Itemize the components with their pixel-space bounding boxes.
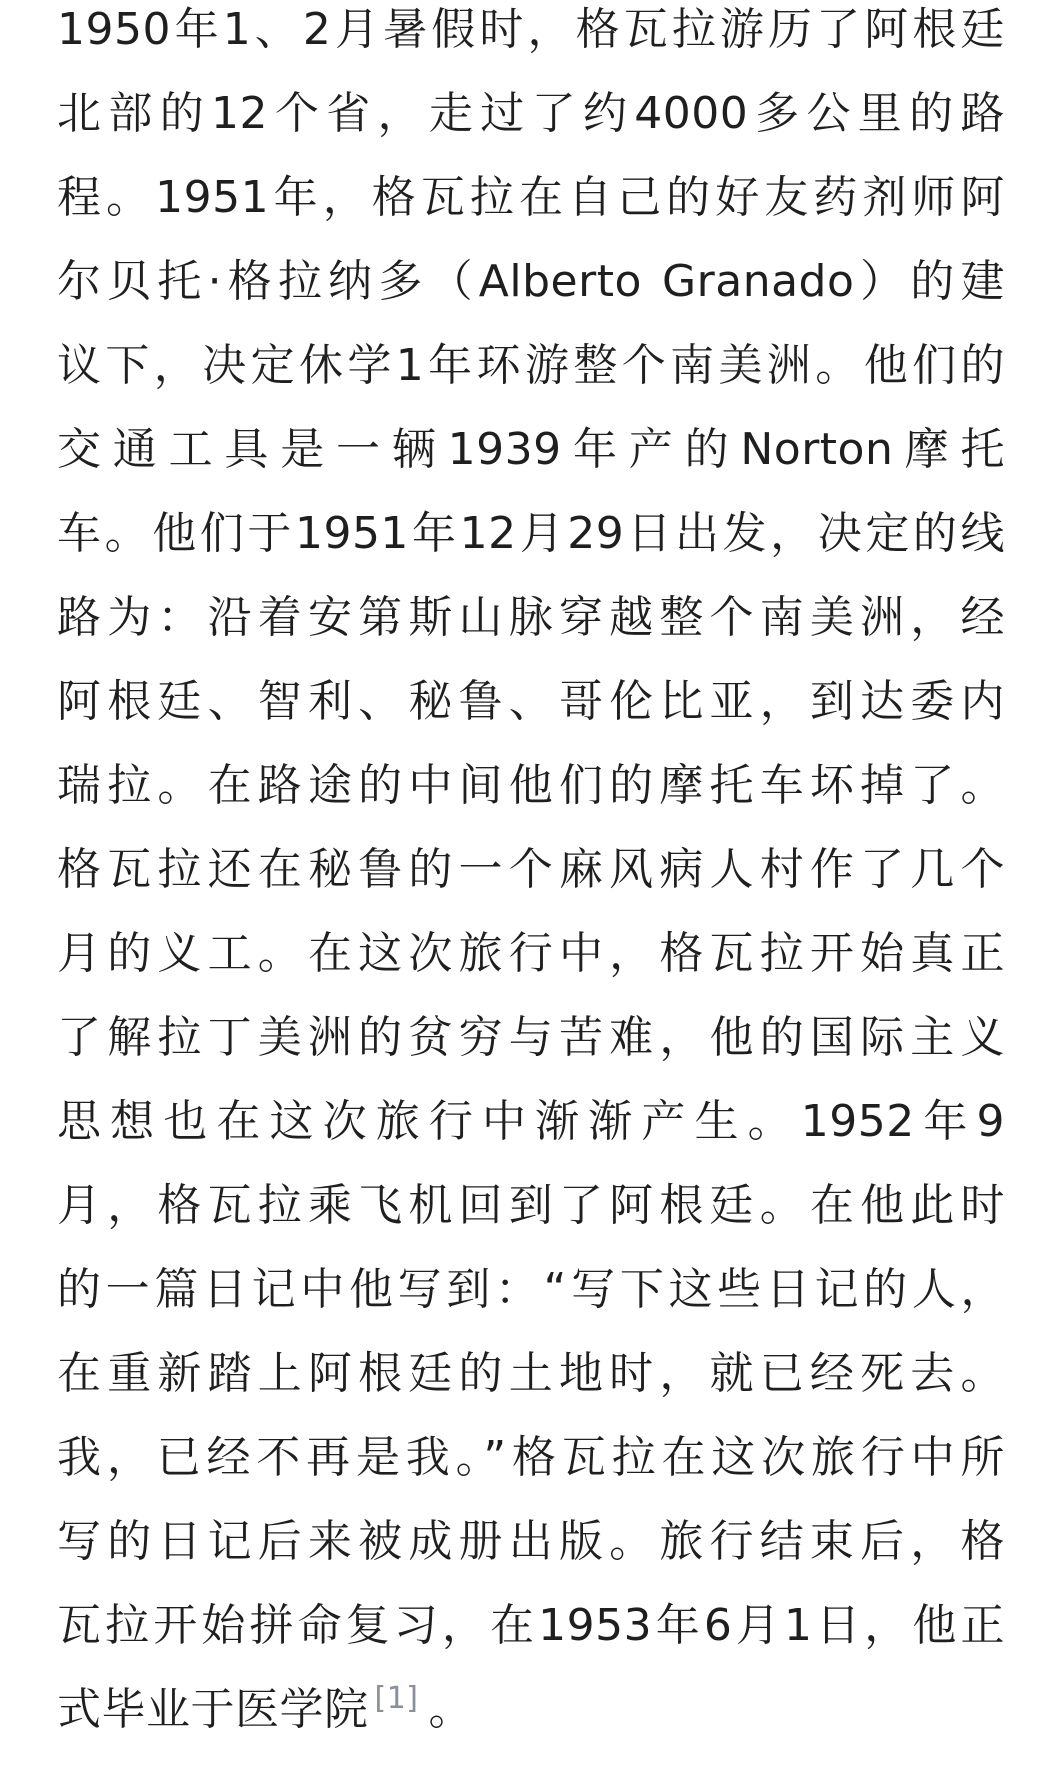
text-line: 车。他们于1951年12月29日出发，决定的线	[57, 508, 1005, 559]
text-line: 在重新踏上阿根廷的土地时，就已经死去。	[57, 1348, 1005, 1399]
text-line: 路为：沿着安第斯山脉穿越整个南美洲，经	[57, 592, 1005, 643]
text-line: 尔贝托·格拉纳多（Alberto Granado）的建	[57, 256, 1005, 307]
text-line: 写的日记后来被成册出版。旅行结束后，格	[57, 1516, 1005, 1567]
citation-link[interactable]: [1]	[374, 1681, 419, 1717]
text-line: 瓦拉开始拼命复习，在1953年6月1日，他正	[57, 1600, 1005, 1651]
text-line: 格瓦拉还在秘鲁的一个麻风病人村作了几个	[57, 844, 1005, 895]
text-line: 议下，决定休学1年环游整个南美洲。他们的	[57, 340, 1005, 391]
article-paragraph	[57, 0, 1005, 1752]
text-line: 月，格瓦拉乘飞机回到了阿根廷。在他此时	[57, 1180, 1005, 1231]
text-line: 交通工具是一辆1939年产的Norton摩托	[57, 424, 1005, 475]
text-line: 我，已经不再是我。”格瓦拉在这次旅行中所	[57, 1432, 1005, 1483]
text-line: 思想也在这次旅行中渐渐产生。1952年9	[57, 1096, 1005, 1147]
last-line-text: 式毕业于医学院	[57, 1684, 369, 1735]
text-line: 了解拉丁美洲的贫穷与苦难，他的国际主义	[57, 1012, 1005, 1063]
text-line: 月的义工。在这次旅行中，格瓦拉开始真正	[57, 928, 1005, 979]
text-line: 瑞拉。在路途的中间他们的摩托车坏掉了。	[57, 760, 1005, 811]
text-line: 北部的12个省，走过了约4000多公里的路	[57, 88, 1005, 139]
last-line-period: 。	[428, 1684, 473, 1735]
text-line: 阿根廷、智利、秘鲁、哥伦比亚，到达委内	[57, 676, 1005, 727]
text-line: 程。1951年，格瓦拉在自己的好友药剂师阿	[57, 172, 1005, 223]
text-line: 的一篇日记中他写到：“写下这些日记的人，	[57, 1264, 1005, 1315]
text-line-last	[57, 1668, 1005, 1752]
text-line: 1950年1、2月暑假时，格瓦拉游历了阿根廷	[57, 4, 1005, 55]
